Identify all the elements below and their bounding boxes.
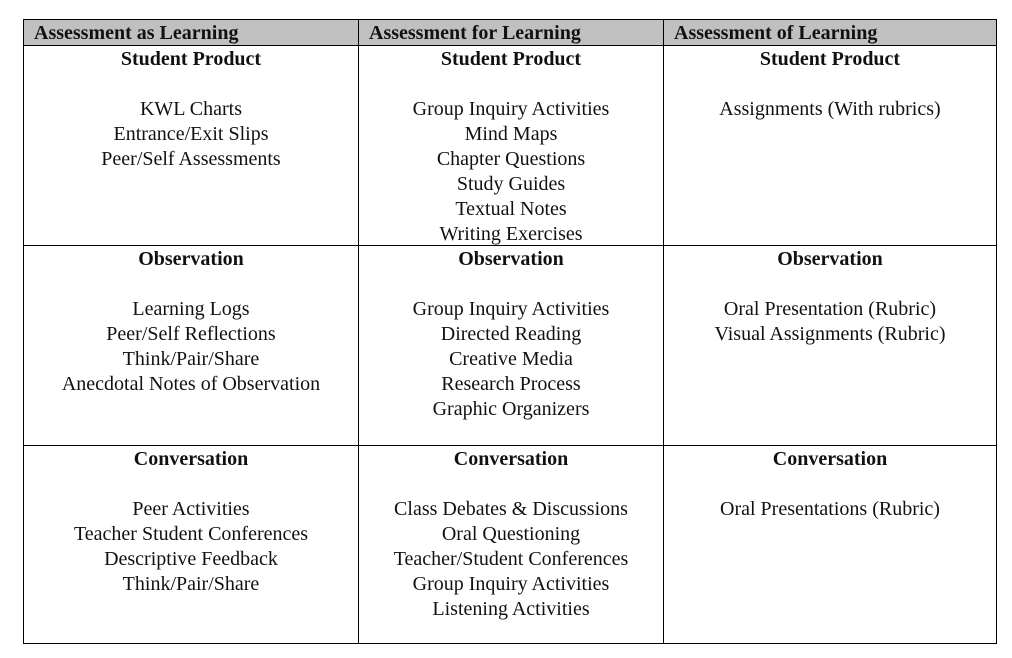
list-item: Group Inquiry Activities [412,98,610,120]
cell-observation-for [359,246,664,446]
cell-student-product-as [24,46,359,246]
header-assessment-as-learning: Assessment as Learning [24,20,359,46]
list-item: Think/Pair/Share [122,573,260,595]
list-item: Teacher Student Conferences [73,523,309,545]
list-item: Oral Presentation (Rubric) [723,298,937,320]
cell-title: Observation [138,248,244,270]
list-item: Study Guides [456,173,566,195]
cell-title: Student Product [120,48,262,70]
list-item: Graphic Organizers [432,398,590,420]
list-item: Group Inquiry Activities [412,298,610,320]
list-item: Class Debates & Discussions [394,498,628,520]
list-item: Peer/Self Reflections [106,323,276,345]
cell-conversation-of [664,446,996,643]
cell-student-product-for [359,46,664,246]
cell-title: Observation [458,248,564,270]
list-item: Listening Activities [432,598,590,620]
list-item: Writing Exercises [439,223,583,245]
list-item: Mind Maps [464,123,558,145]
cell-title: Conversation [133,448,249,470]
cell-title: Student Product [440,48,582,70]
cell-conversation-as [24,446,359,643]
cell-title: Conversation [772,448,888,470]
list-item: Directed Reading [440,323,582,345]
cell-title: Observation [777,248,883,270]
header-assessment-for-learning: Assessment for Learning [359,20,664,46]
cell-title: Conversation [453,448,569,470]
list-item: Entrance/Exit Slips [113,123,269,145]
list-item: Research Process [441,373,581,395]
cell-title: Student Product [759,48,901,70]
list-item: Group Inquiry Activities [412,573,610,595]
list-item: Visual Assignments (Rubric) [714,323,946,345]
cell-observation-of [664,246,996,446]
list-item: Assignments (With rubrics) [719,98,941,120]
list-item: Peer Activities [132,498,250,520]
list-item: Creative Media [449,348,573,370]
list-item: Peer/Self Assessments [101,148,281,170]
list-item: Textual Notes [455,198,567,220]
list-item: KWL Charts [139,98,242,120]
list-item: Oral Presentations (Rubric) [720,498,940,520]
cell-conversation-for [359,446,664,643]
cell-observation-as [24,246,359,446]
header-assessment-of-learning: Assessment of Learning [664,20,996,46]
list-item: Descriptive Feedback [104,548,278,570]
list-item: Teacher/Student Conferences [393,548,629,570]
assessment-table [23,19,997,644]
list-item: Learning Logs [132,298,250,320]
cell-student-product-of [664,46,996,246]
list-item: Think/Pair/Share [122,348,260,370]
list-item: Chapter Questions [436,148,586,170]
list-item: Oral Questioning [441,523,581,545]
list-item: Anecdotal Notes of Observation [61,373,321,395]
